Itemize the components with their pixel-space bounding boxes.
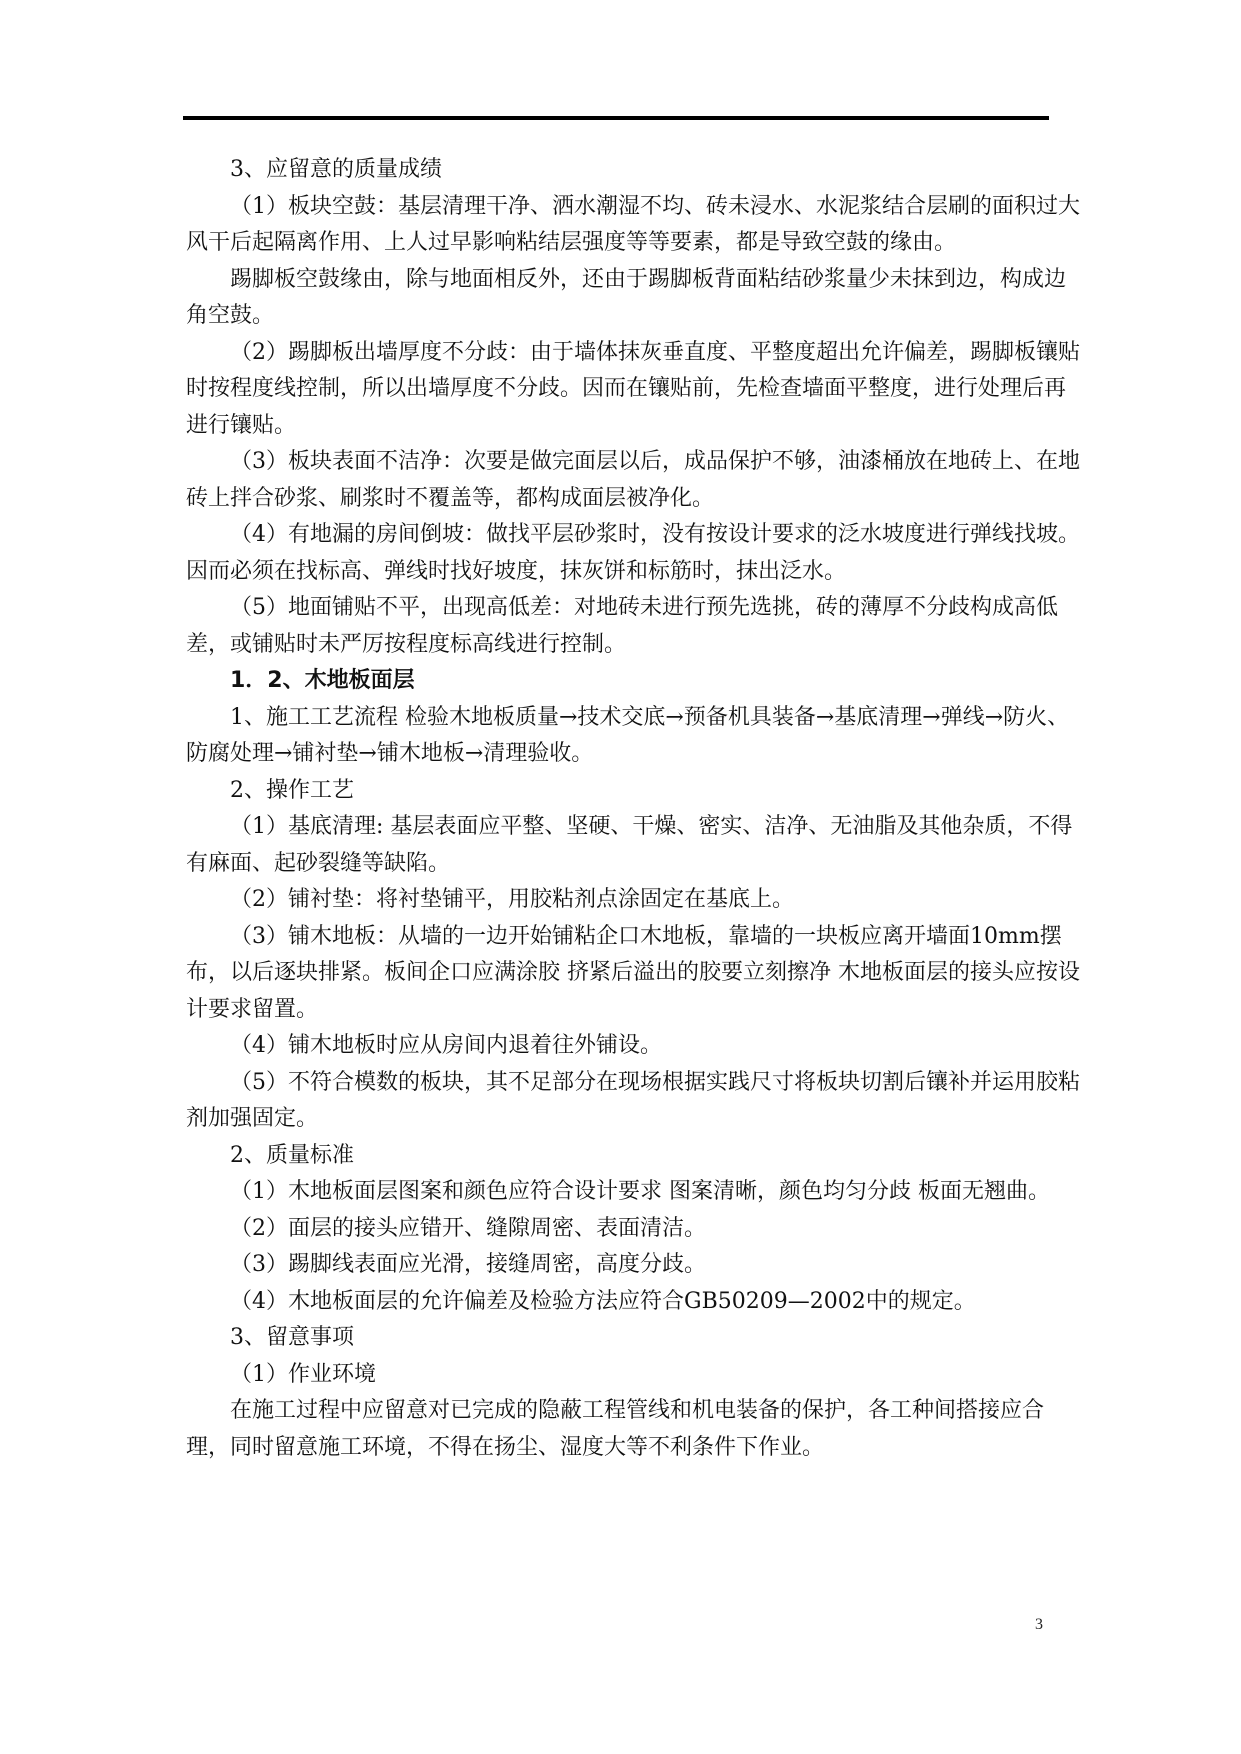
header-rule bbox=[183, 116, 1049, 120]
paragraph: （4）木地板面层的允许偏差及检验方法应符合GB50209—2002中的规定。 bbox=[230, 1288, 976, 1314]
paragraph: （3）铺木地板：从墙的一边开始铺粘企口木地板，靠墙的一块板应离开墙面10mm摆布，以后逐块排紧。板间企口应满涂胶 挤紧后溢出的胶要立刻擦净 木地板面层的接头应按设计要求留置。 bbox=[186, 923, 1080, 1022]
paragraph: 1、施工工艺流程 检验木地板质量→技术交底→预备机具装备→基底清理→弹线→防火、防腐处理→铺衬垫→铺木地板→清理验收。 bbox=[186, 704, 1070, 766]
paragraph: 踢脚板空鼓缘由，除与地面相反外，还由于踢脚板背面粘结砂浆量少未抹到边，构成边角空鼓。 bbox=[186, 266, 1067, 328]
paragraph: （1）木地板面层图案和颜色应符合设计要求 图案清晰，颜色均匀分歧 板面无翘曲。 bbox=[230, 1179, 1050, 1204]
paragraph: （1）板块空鼓：基层清理干净、洒水潮湿不均、砖未浸水、水泥浆结合层刷的面积过大风干后起隔离作用、上人过早影响粘结层强度等等要素，都是导致空鼓的缘由。 bbox=[186, 193, 1080, 255]
page-number: 3 bbox=[1035, 1616, 1043, 1633]
paragraph: 2、操作工艺 bbox=[230, 777, 354, 803]
paragraph: （2）面层的接头应错开、缝隙周密、表面清洁。 bbox=[230, 1215, 706, 1241]
paragraph: （1）作业环境 bbox=[230, 1361, 376, 1387]
paragraph: （3）踢脚线表面应光滑，接缝周密，高度分歧。 bbox=[230, 1252, 706, 1277]
paragraph: （2）踢脚板出墙厚度不分歧：由于墙体抹灰垂直度、平整度超出允许偏差，踢脚板镶贴时按程度线控制，所以出墙厚度不分歧。因而在镶贴前，先检查墙面平整度，进行处理后再进行镶贴。 bbox=[186, 339, 1080, 438]
paragraph: 3、留意事项 bbox=[230, 1325, 354, 1350]
paragraph: （3）板块表面不洁净：次要是做完面层以后，成品保护不够，油漆桶放在地砖上、在地砖上拌合砂浆、刷浆时不覆盖等，都构成面层被净化。 bbox=[186, 449, 1080, 511]
body-text bbox=[186, 152, 1086, 1466]
paragraph: 3、应留意的质量成绩 bbox=[230, 157, 442, 182]
paragraph: （1）基底清理: 基层表面应平整、坚硬、干燥、密实、洁净、无油脂及其他杂质，不得有麻面、起砂裂缝等缺陷。 bbox=[186, 814, 1073, 876]
paragraph: （5）地面铺贴不平，出现高低差：对地砖未进行预先选挑，砖的薄厚不分歧构成高低差，或铺贴时未严厉按程度标高线进行控制。 bbox=[186, 595, 1058, 657]
section-heading: 1．2、木地板面层 bbox=[230, 668, 415, 693]
paragraph: （4）铺木地板时应从房间内退着往外铺设。 bbox=[230, 1033, 662, 1058]
paragraph: （5）不符合模数的板块，其不足部分在现场根据实践尺寸将板块切割后镶补并运用胶粘剂加强固定。 bbox=[186, 1069, 1080, 1131]
paragraph: 2、质量标准 bbox=[230, 1142, 354, 1168]
paragraph: 在施工过程中应留意对已完成的隐蔽工程管线和机电装备的保护，各工种间搭接应合理，同时留意施工环境，不得在扬尘、湿度大等不利条件下作业。 bbox=[186, 1398, 1045, 1460]
paragraph: （2）铺衬垫：将衬垫铺平，用胶粘剂点涂固定在基底上。 bbox=[230, 887, 794, 912]
paragraph: （4）有地漏的房间倒坡：做找平层砂浆时，没有按设计要求的泛水坡度进行弹线找坡。因而必须在找标高、弹线时找好坡度，抹灰饼和标筋时，抹出泛水。 bbox=[186, 522, 1080, 584]
